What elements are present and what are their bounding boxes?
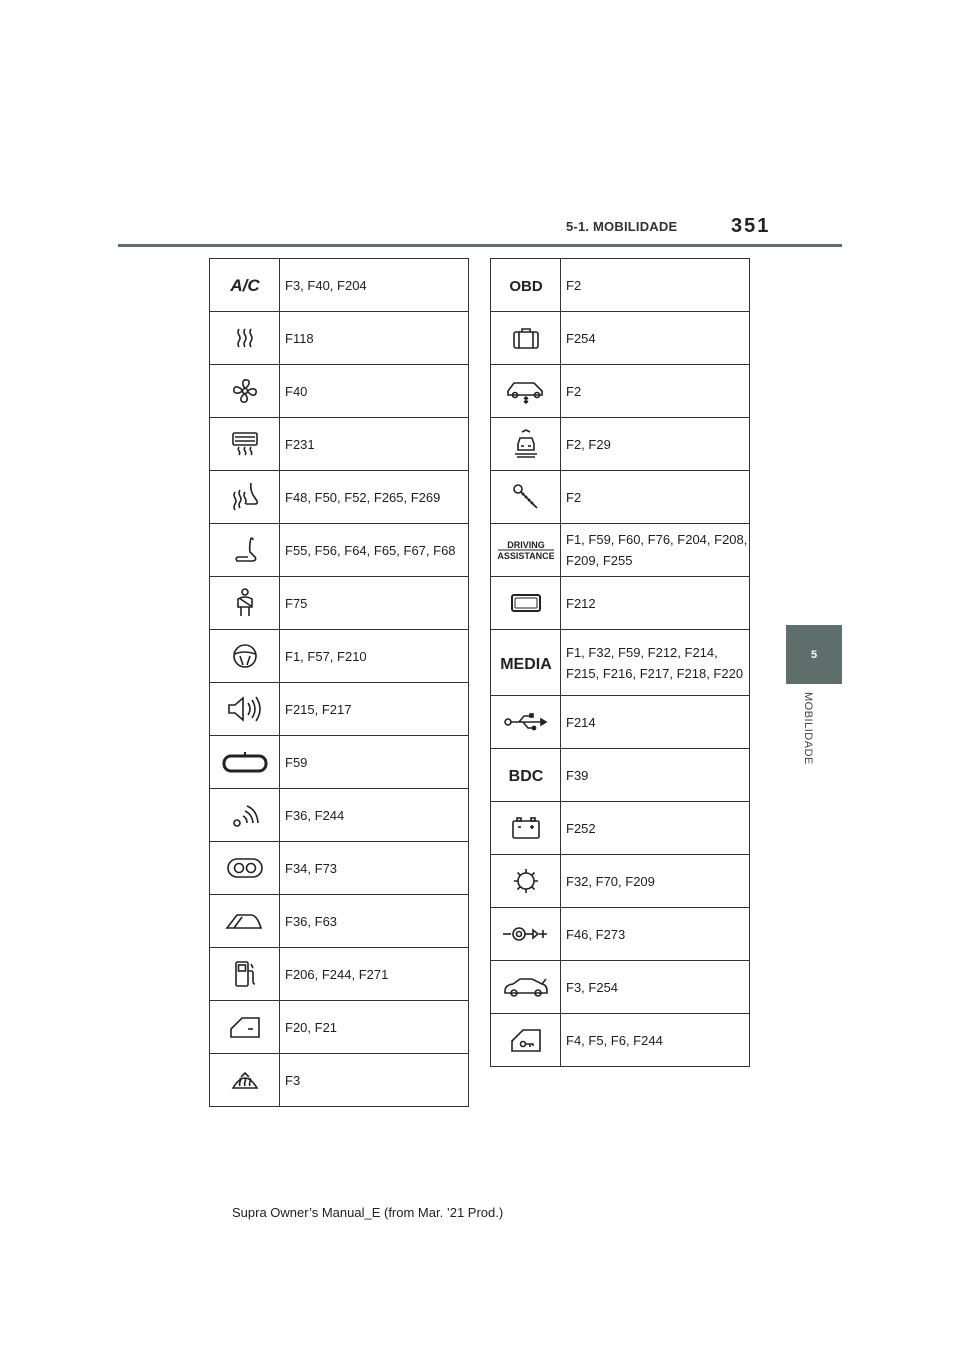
battery-icon <box>510 815 542 841</box>
windshield-defrost-icon <box>230 1068 260 1092</box>
table-row <box>210 630 469 683</box>
usb-icon <box>503 712 549 732</box>
roof-icon <box>224 910 266 932</box>
table-row <box>491 418 750 471</box>
page-refs: F55, F56, F64, F65, F67, F68 <box>280 524 469 577</box>
page-refs: F3, F40, F204 <box>280 259 469 312</box>
page-refs: F215, F217 <box>280 683 469 736</box>
table-row <box>491 855 750 908</box>
page-refs: F118 <box>280 312 469 365</box>
page-refs: F59 <box>280 736 469 789</box>
connector-icon <box>501 924 551 944</box>
chapter-label: MOBILIDADE <box>802 692 814 765</box>
speaker-icon <box>225 694 265 724</box>
car-trunk-icon <box>502 975 550 999</box>
page-refs: F32, F70, F209 <box>561 855 750 908</box>
ac-icon <box>227 275 263 295</box>
page-refs: F4, F5, F6, F244 <box>561 1014 750 1067</box>
table-row <box>491 524 750 577</box>
table-row <box>210 736 469 789</box>
rear-defrost-icon <box>230 430 260 458</box>
table-row <box>491 961 750 1014</box>
table-row <box>491 696 750 749</box>
screw-icon <box>511 482 541 512</box>
page-refs: F46, F273 <box>561 908 750 961</box>
page-refs: F1, F57, F210 <box>280 630 469 683</box>
left-index-table <box>209 258 469 1107</box>
table-row <box>210 312 469 365</box>
gear-icon <box>512 867 540 895</box>
svg-text:OBD: OBD <box>508 278 543 295</box>
chapter-tab[interactable] <box>786 625 842 684</box>
table-row <box>491 1014 750 1067</box>
page-refs: F3, F254 <box>561 961 750 1014</box>
page-refs: F40 <box>280 365 469 418</box>
car-tow-icon <box>511 428 541 460</box>
page-refs: F20, F21 <box>280 1001 469 1054</box>
bdc-icon <box>506 764 546 786</box>
page-refs: F1, F59, F60, F76, F204, F208, F209, F255 <box>561 524 750 577</box>
table-row <box>491 749 750 802</box>
table-row <box>210 418 469 471</box>
table-row <box>210 1054 469 1107</box>
page-refs: F2 <box>561 365 750 418</box>
table-row <box>210 895 469 948</box>
table-row <box>210 842 469 895</box>
footer-text: Supra Owner’s Manual_E (from Mar. ’21 Prod.) <box>232 1205 504 1220</box>
media-icon <box>500 652 552 674</box>
right-index-table <box>490 258 750 1067</box>
svg-text:BDC: BDC <box>508 768 543 785</box>
page-refs: F252 <box>561 802 750 855</box>
fuel-pump-icon <box>233 959 257 989</box>
table-row <box>491 471 750 524</box>
page-refs: F36, F244 <box>280 789 469 842</box>
table-row <box>491 908 750 961</box>
page-refs: F2 <box>561 259 750 312</box>
svg-text:A/C: A/C <box>229 276 260 295</box>
table-row <box>210 365 469 418</box>
table-row <box>491 630 750 696</box>
interior-lights-icon <box>225 856 265 880</box>
driving-assistance-icon <box>495 538 557 562</box>
table-row <box>491 577 750 630</box>
page-refs: F1, F32, F59, F212, F214, F215, F216, F217, F218, F220 <box>561 630 750 696</box>
chapter-number: 5 <box>810 648 818 661</box>
page-refs: F214 <box>561 696 750 749</box>
table-row <box>210 683 469 736</box>
table-row <box>210 259 469 312</box>
car-lift-icon <box>504 377 548 405</box>
page-refs: F2, F29 <box>561 418 750 471</box>
page-refs: F48, F50, F52, F265, F269 <box>280 471 469 524</box>
page-refs: F231 <box>280 418 469 471</box>
remote-key-icon <box>231 801 259 829</box>
seat-heater-icon <box>229 480 261 514</box>
steering-wheel-icon <box>231 642 259 670</box>
page-refs: F206, F244, F271 <box>280 948 469 1001</box>
briefcase-icon <box>511 325 541 351</box>
seatbelt-icon <box>233 587 257 619</box>
table-row <box>210 789 469 842</box>
page-refs: F34, F73 <box>280 842 469 895</box>
mirror-icon <box>221 750 269 774</box>
header-rule <box>118 244 842 247</box>
page-refs: F212 <box>561 577 750 630</box>
table-row <box>491 312 750 365</box>
section-title: 5-1. MOBILIDADE <box>566 219 678 234</box>
table-row <box>491 802 750 855</box>
svg-text:MEDIA: MEDIA <box>499 655 552 673</box>
table-row <box>210 471 469 524</box>
page-refs: F75 <box>280 577 469 630</box>
page-refs: F254 <box>561 312 750 365</box>
heat-waves-icon <box>233 325 257 351</box>
table-row <box>491 259 750 312</box>
fan-icon <box>231 377 259 405</box>
door-icon <box>228 1014 262 1040</box>
obd-icon <box>505 274 547 296</box>
display-icon <box>509 592 543 614</box>
seat-icon <box>231 535 259 565</box>
table-row <box>210 1001 469 1054</box>
page-refs: F36, F63 <box>280 895 469 948</box>
svg-text:DRIVINGASSISTANCE: DRIVING ASSISTANCE <box>496 540 555 561</box>
table-row <box>210 948 469 1001</box>
page-number: 351 <box>731 215 771 237</box>
page-refs: F39 <box>561 749 750 802</box>
table-row <box>491 365 750 418</box>
table-row <box>210 577 469 630</box>
door-key-icon <box>509 1026 543 1054</box>
page-refs: F3 <box>280 1054 469 1107</box>
page-refs: F2 <box>561 471 750 524</box>
table-row <box>210 524 469 577</box>
